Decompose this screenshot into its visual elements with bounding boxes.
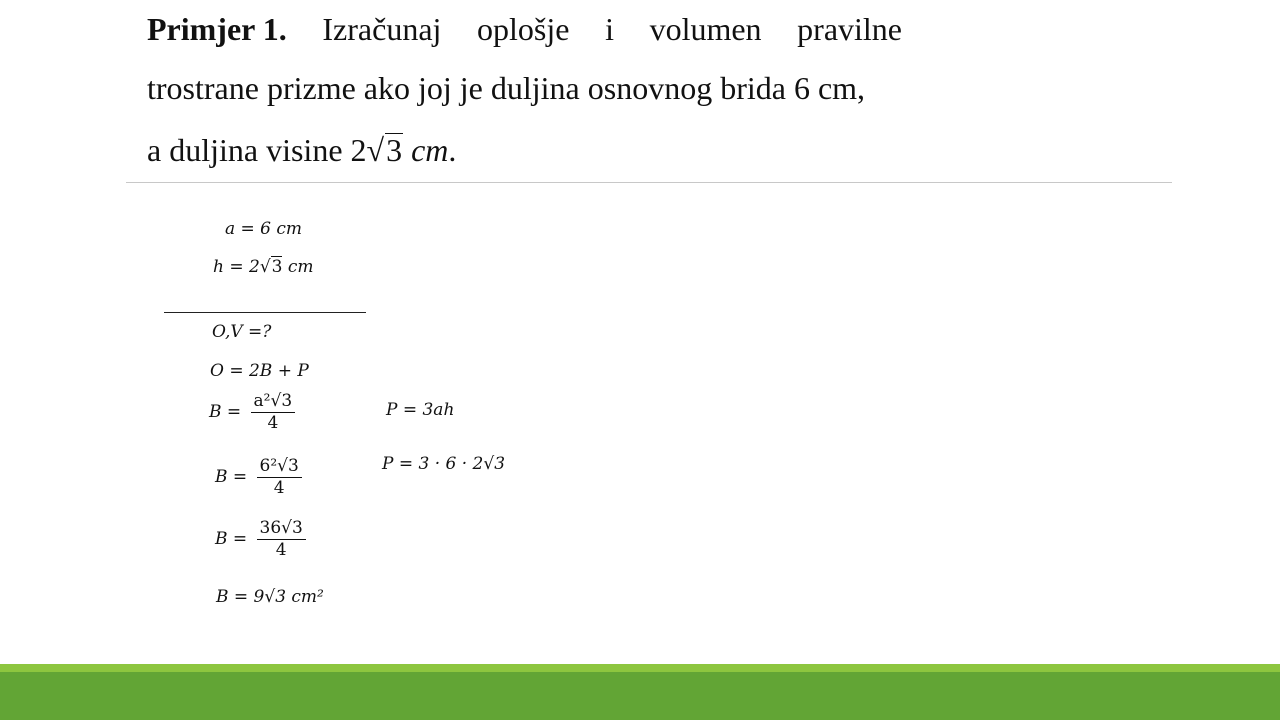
problem-label: Primjer 1. (147, 11, 287, 47)
base-area-formula: B = $\frac{\text{a²√3}}{4}$ (209, 393, 295, 432)
base-area-result: B = 9√3 cm² (216, 587, 324, 607)
period: . (448, 132, 457, 168)
problem-line-2: trostrane prizme ako joj je duljina osnovnog brida 6 cm, (147, 70, 866, 106)
unknowns: O,V =? (212, 322, 272, 342)
fraction-denominator: 4 (267, 413, 279, 433)
sqrt-radicand: 3 (386, 132, 403, 168)
fraction-numerator: a²√3 (251, 393, 296, 413)
given-h: h = 2√3 cm (213, 257, 314, 277)
word: i (605, 11, 614, 47)
word: oplošje (477, 11, 570, 47)
line3-text: a duljina visine 2 (147, 132, 367, 168)
word: pravilne (797, 11, 902, 47)
problem-line-1 (147, 9, 902, 49)
word: volumen (649, 11, 762, 47)
given-a: a = 6 cm (225, 219, 303, 239)
fraction-numerator: 6²√3 (257, 458, 302, 478)
surface-formula: O = 2B + P (210, 361, 309, 381)
footer-bar (0, 672, 1280, 720)
title-divider (126, 182, 1172, 183)
base-area-step: B = $\frac{36√3}{4}$ (215, 520, 306, 559)
lateral-area-substitution: P = 3 · 6 · 2√3 (382, 454, 506, 474)
fraction-denominator: 4 (275, 540, 287, 560)
height-unit: cm (411, 132, 449, 168)
base-area-substitution: B = $\frac{\text{6²√3}}{4}$ (215, 458, 302, 497)
given-divider (164, 312, 366, 313)
sqrt-symbol: √ (366, 132, 385, 168)
footer-accent-bar (0, 664, 1280, 672)
word: Izračunaj (322, 11, 442, 47)
lateral-area-formula: P = 3ah (386, 400, 455, 420)
problem-line-3 (147, 130, 456, 170)
fraction-denominator: 4 (273, 478, 285, 498)
fraction-numerator: 36√3 (257, 520, 306, 540)
